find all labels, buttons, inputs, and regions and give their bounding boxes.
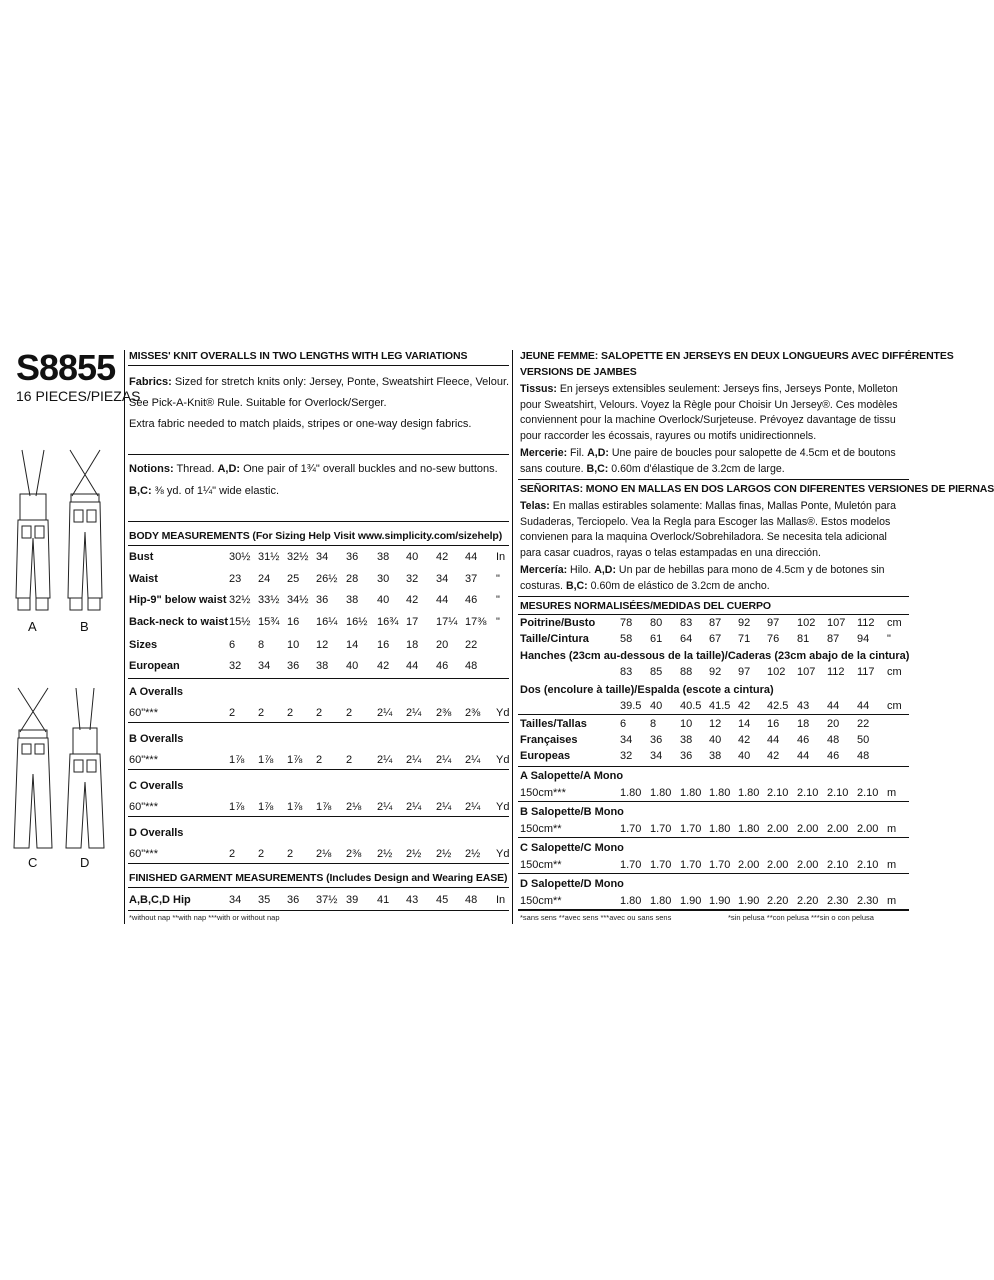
metric-yardage-value: 2.00 xyxy=(797,859,819,871)
en-yardage-value: 2½ xyxy=(465,848,481,860)
en-body-value: 37 xyxy=(465,572,478,585)
metric-yardage-value: 1.70 xyxy=(650,823,672,835)
metric-yardage-value: 1.80 xyxy=(709,823,731,835)
en-yardage-value: 2½ xyxy=(406,848,422,860)
metric-yardage-view: D Salopette/D Mono xyxy=(520,878,624,890)
metric-label: Poitrine/Busto xyxy=(520,617,596,629)
metric-size-label: Tailles/Tallas xyxy=(520,718,587,730)
en-body-value: 36 xyxy=(316,594,329,606)
en-body-value: 40 xyxy=(377,594,390,606)
en-size-value: 36 xyxy=(287,660,300,672)
metric-value: 80 xyxy=(650,617,663,629)
metric-value: 78 xyxy=(620,617,633,629)
en-body-value: 46 xyxy=(465,594,478,606)
metric-back-value: 40.5 xyxy=(680,700,702,712)
en-yardage-value: 2¼ xyxy=(436,801,452,813)
en-size-value: 48 xyxy=(465,660,478,672)
metric-yardage-value: 2.20 xyxy=(797,895,819,907)
metric-yardage-value: 2.00 xyxy=(767,823,789,835)
en-yardage-view: D Overalls xyxy=(129,827,184,839)
divider-left xyxy=(124,350,125,924)
en-body-label: Hip-9" below waist xyxy=(129,594,227,606)
metric-hip-value: 83 xyxy=(620,666,633,678)
metric-size-value: 40 xyxy=(738,750,751,762)
view-label-d: D xyxy=(80,855,90,870)
metric-yardage-value: 2.00 xyxy=(738,859,760,871)
en-body-value: 16 xyxy=(287,615,300,628)
metric-yardage-value: 1.80 xyxy=(738,787,760,799)
metric-hip-value: 97 xyxy=(738,666,751,678)
metric-yardage-value: 1.70 xyxy=(620,823,642,835)
metric-back-value: 42 xyxy=(738,700,751,712)
en-size-value: 46 xyxy=(436,660,449,672)
en-yardage-view: B Overalls xyxy=(129,733,184,745)
en-finished-unit: In xyxy=(496,894,506,906)
en-size-label: European xyxy=(129,660,180,672)
metric-back-value: 42.5 xyxy=(767,700,789,712)
metric-yardage-value: 2.10 xyxy=(827,859,849,871)
metric-yardage-value: 2.30 xyxy=(857,895,879,907)
metric-yardage-unit: m xyxy=(887,787,897,799)
metric-size-value: 50 xyxy=(857,734,870,746)
en-yardage-value: 2½ xyxy=(436,848,452,860)
metric-value: 102 xyxy=(797,617,816,629)
en-body-value: 26½ xyxy=(316,572,338,585)
en-yardage-value: 2⅜ xyxy=(346,848,362,860)
en-body-value: 17⅜ xyxy=(465,615,487,628)
en-yardage-value: 2 xyxy=(346,754,353,766)
en-yardage-value: 2 xyxy=(258,848,265,860)
metric-size-value: 48 xyxy=(827,734,840,746)
es-telas: Telas: En mallas estirables solamente: Mallas finas, Mallas Ponte, Muletón para Sudaderas, Terciopelo. Vea la Regla para Escoger las Mallas®. Estos modelos convienen para la maquina Overlock/Sobrehiladora. Se necesita tela adicional para casar cuadros, rayas o telas estampadas en una dirección. xyxy=(520,500,897,559)
en-body-value: 30½ xyxy=(229,551,251,563)
en-size-value: 12 xyxy=(316,639,329,651)
en-body-value: 38 xyxy=(346,594,359,606)
metric-yardage-unit: m xyxy=(887,895,897,907)
en-body-value: 32 xyxy=(406,572,419,585)
metric-back-value: 41.5 xyxy=(709,700,731,712)
metric-size-label: Europeas xyxy=(520,750,571,762)
en-finished-value: 36 xyxy=(287,894,300,906)
en-body-value: 42 xyxy=(436,551,449,563)
en-body-value: 24 xyxy=(258,572,271,585)
fr-tissus: Tissus: En jerseys extensibles seulement: Jerseys fins, Jerseys Ponte, Molleton pour Sweatshirt, Velours. Voyez la Règle pour Choisir Un Jersey®. Ces modèles conviennent pour la machine Overlock/Surjeteuse. Prévoyez davantage de tissu pour raccorder les écossais, rayures ou motifs unidirectionnels. xyxy=(520,383,898,442)
metric-size-value: 20 xyxy=(827,718,840,730)
metric-size-value: 10 xyxy=(680,718,693,730)
en-body-value: 38 xyxy=(377,551,390,563)
metric-yardage-value: 1.80 xyxy=(650,787,672,799)
en-footnote: *without nap **with nap ***with or without nap xyxy=(129,913,280,922)
en-yardage-value: 2⅜ xyxy=(436,707,452,719)
en-body-value: 16¾ xyxy=(377,615,399,628)
metric-yardage-value: 1.80 xyxy=(650,895,672,907)
en-body-value: 34½ xyxy=(287,594,309,606)
en-body-title: BODY MEASUREMENTS (For Sizing Help Visit www.simplicity.com/sizehelp) xyxy=(129,530,503,542)
en-body-value: 17 xyxy=(406,615,419,628)
metric-yardage-value: 2.00 xyxy=(767,859,789,871)
en-yardage-value: 1⅞ xyxy=(258,801,274,813)
en-yardage-unit: Yd xyxy=(496,848,510,860)
view-label-c: C xyxy=(28,855,38,870)
metric-unit: " xyxy=(887,633,891,645)
metric-unit: cm xyxy=(887,617,902,629)
en-body-value: 15½ xyxy=(229,615,251,628)
metric-size-value: 38 xyxy=(680,734,693,746)
metric-yardage-value: 2.30 xyxy=(827,895,849,907)
es-merceria: Mercería: Hilo. A,D: Un par de hebillas para mono de 4.5cm y de botones sin costuras. B,C: 0.60m de elástico de 3.2cm de ancho. xyxy=(520,564,885,592)
en-body-value: 40 xyxy=(406,551,419,563)
metric-hip-value: 88 xyxy=(680,666,693,678)
en-yardage-value: 2½ xyxy=(377,848,393,860)
view-b-figure xyxy=(62,448,108,616)
view-label-a: A xyxy=(28,619,37,634)
en-body-unit: " xyxy=(496,594,500,606)
metric-size-label: Françaises xyxy=(520,734,578,746)
en-yardage-value: 2 xyxy=(229,707,236,719)
metric-back-value: 40 xyxy=(650,700,663,712)
en-notions-line1: Notions: Thread. A,D: One pair of 1¾" overall buckles and no-sew buttons. xyxy=(129,463,498,475)
metric-size-value: 44 xyxy=(767,734,780,746)
fr-title-line2: VERSIONS DE JAMBES xyxy=(520,366,637,378)
en-body-value: 34 xyxy=(436,572,449,585)
metric-yardage-value: 1.70 xyxy=(709,859,731,871)
en-size-value: 44 xyxy=(406,660,419,672)
metric-yardage-value: 1.70 xyxy=(680,859,702,871)
en-yardage-value: 2¼ xyxy=(406,707,422,719)
metric-hip-value: 92 xyxy=(709,666,722,678)
metric-size-value: 18 xyxy=(797,718,810,730)
en-finished-value: 48 xyxy=(465,894,478,906)
metric-yardage-value: 1.70 xyxy=(620,859,642,871)
en-finished-value: 45 xyxy=(436,894,449,906)
metric-size-value: 42 xyxy=(767,750,780,762)
en-yardage-value: 2⅜ xyxy=(465,707,481,719)
metric-yardage-value: 1.90 xyxy=(680,895,702,907)
metric-back-value: 44 xyxy=(857,700,870,712)
metric-value: 94 xyxy=(857,633,870,645)
metric-yardage-value: 1.70 xyxy=(680,823,702,835)
en-size-value: 18 xyxy=(406,639,419,651)
en-body-value: 31½ xyxy=(258,551,280,563)
en-body-value: 34 xyxy=(316,551,329,563)
en-yardage-value: 2 xyxy=(346,707,353,719)
metric-hip-label: Hanches (23cm au-dessous de la taille)/Caderas (23cm abajo de la cintura) xyxy=(520,650,910,662)
en-fabrics-line1: Fabrics: Sized for stretch knits only: Jersey, Ponte, Sweatshirt Fleece, Velour. xyxy=(129,376,510,388)
metric-title: MESURES NORMALISÉES/MEDIDAS DEL CUERPO xyxy=(520,600,771,612)
metric-value: 58 xyxy=(620,633,633,645)
en-finished-title: FINISHED GARMENT MEASUREMENTS (Includes Design and Wearing EASE) xyxy=(129,872,508,884)
metric-value: 92 xyxy=(738,617,751,629)
metric-size-value: 42 xyxy=(738,734,751,746)
view-a-figure xyxy=(10,448,56,616)
metric-value: 107 xyxy=(827,617,846,629)
en-body-value: 33½ xyxy=(258,594,280,606)
metric-size-value: 36 xyxy=(680,750,693,762)
metric-yardage-value: 2.00 xyxy=(827,823,849,835)
metric-yardage-value: 1.70 xyxy=(650,859,672,871)
metric-yardage-value: 2.10 xyxy=(767,787,789,799)
en-body-value: 44 xyxy=(465,551,478,563)
en-finished-value: 43 xyxy=(406,894,419,906)
metric-size-value: 32 xyxy=(620,750,633,762)
en-body-value: 16¼ xyxy=(316,615,338,628)
en-yardage-unit: Yd xyxy=(496,707,510,719)
en-yardage-width: 60"*** xyxy=(129,801,158,813)
metric-back-value: 39.5 xyxy=(620,700,642,712)
view-label-b: B xyxy=(80,619,89,634)
metric-yardage-value: 1.80 xyxy=(680,787,702,799)
metric-label: Taille/Cintura xyxy=(520,633,589,645)
en-body-value: 17¼ xyxy=(436,615,458,628)
en-body-label: Back-neck to waist xyxy=(129,615,229,628)
pattern-pieces: 16 PIECES/PIEZAS xyxy=(16,388,141,404)
en-yardage-value: 1⅞ xyxy=(287,754,303,766)
metric-yardage-width: 150cm** xyxy=(520,859,562,871)
en-body-label: Waist xyxy=(129,572,158,585)
metric-hip-value: 112 xyxy=(827,666,845,678)
divider-middle xyxy=(512,350,513,924)
metric-back-value: 43 xyxy=(797,700,810,712)
en-yardage-width: 60"*** xyxy=(129,848,158,860)
en-yardage-unit: Yd xyxy=(496,801,510,813)
en-yardage-value: 1⅞ xyxy=(229,754,245,766)
en-yardage-value: 2¼ xyxy=(406,801,422,813)
metric-yardage-unit: m xyxy=(887,859,897,871)
view-d-figure xyxy=(62,686,108,852)
metric-yardage-value: 1.80 xyxy=(620,787,642,799)
en-yardage-value: 2 xyxy=(316,754,323,766)
metric-footnote-es: *sin pelusa **con pelusa ***sin o con pelusa xyxy=(728,913,874,922)
fr-title-line1: JEUNE FEMME: SALOPETTE EN JERSEYS EN DEUX LONGUEURS AVEC DIFFÉRENTES xyxy=(520,350,954,362)
en-body-value: 28 xyxy=(346,572,359,585)
en-body-value: 30 xyxy=(377,572,390,585)
metric-yardage-value: 2.10 xyxy=(797,787,819,799)
metric-back-unit: cm xyxy=(887,700,902,712)
en-size-value: 6 xyxy=(229,639,236,651)
metric-size-value: 22 xyxy=(857,718,870,730)
metric-value: 64 xyxy=(680,633,693,645)
metric-value: 81 xyxy=(797,633,810,645)
metric-yardage-view: B Salopette/B Mono xyxy=(520,806,624,818)
en-body-value: 25 xyxy=(287,572,300,585)
metric-value: 87 xyxy=(827,633,840,645)
metric-size-value: 14 xyxy=(738,718,751,730)
metric-size-value: 12 xyxy=(709,718,722,730)
en-size-value: 40 xyxy=(346,660,359,672)
metric-yardage-value: 2.10 xyxy=(827,787,849,799)
en-yardage-value: 2¼ xyxy=(377,707,393,719)
metric-hip-value: 85 xyxy=(650,666,663,678)
en-size-value: 10 xyxy=(287,639,300,651)
metric-yardage-value: 1.90 xyxy=(738,895,760,907)
en-yardage-value: 2⅛ xyxy=(316,848,332,860)
en-yardage-value: 2¼ xyxy=(377,801,393,813)
en-size-value: 8 xyxy=(258,639,265,651)
metric-yardage-view: C Salopette/C Mono xyxy=(520,842,624,854)
en-fabrics-line2: See Pick-A-Knit® Rule. Suitable for Overlock/Serger. xyxy=(129,397,387,409)
metric-size-value: 46 xyxy=(797,734,810,746)
metric-yardage-unit: m xyxy=(887,823,897,835)
metric-yardage-width: 150cm** xyxy=(520,823,562,835)
en-yardage-value: 1⅞ xyxy=(316,801,332,813)
en-body-value: 15¾ xyxy=(258,615,280,628)
en-title: MISSES' KNIT OVERALLS IN TWO LENGTHS WITH LEG VARIATIONS xyxy=(129,350,468,362)
en-yardage-value: 2¼ xyxy=(406,754,422,766)
en-finished-value: 37½ xyxy=(316,894,338,906)
en-body-value: 36 xyxy=(346,551,359,563)
en-yardage-view: A Overalls xyxy=(129,686,184,698)
en-finished-value: 34 xyxy=(229,894,242,906)
metric-size-value: 6 xyxy=(620,718,627,730)
es-title: SEÑORITAS: MONO EN MALLAS EN DOS LARGOS CON DIFERENTES VERSIONES DE PIERNAS xyxy=(520,483,994,495)
en-yardage-value: 2 xyxy=(287,848,294,860)
metric-yardage-value: 2.00 xyxy=(857,823,879,835)
en-size-label: Sizes xyxy=(129,639,158,651)
metric-yardage-value: 1.80 xyxy=(709,787,731,799)
metric-yardage-value: 2.10 xyxy=(857,859,879,871)
en-yardage-value: 1⅞ xyxy=(258,754,274,766)
en-body-value: 23 xyxy=(229,572,242,585)
metric-hip-value: 117 xyxy=(857,666,875,678)
en-notions-line2: B,C: ⅜ yd. of 1¼" wide elastic. xyxy=(129,485,280,497)
metric-size-value: 36 xyxy=(650,734,663,746)
metric-size-value: 34 xyxy=(650,750,663,762)
metric-value: 61 xyxy=(650,633,663,645)
pattern-number: S8855 xyxy=(16,347,116,388)
metric-hip-value: 107 xyxy=(797,666,816,678)
en-yardage-unit: Yd xyxy=(496,754,510,766)
en-yardage-value: 2 xyxy=(287,707,294,719)
metric-size-value: 40 xyxy=(709,734,722,746)
metric-yardage-view: A Salopette/A Mono xyxy=(520,770,624,782)
metric-hip-value: 102 xyxy=(767,666,786,678)
en-body-value: 44 xyxy=(436,594,449,606)
metric-hip-unit: cm xyxy=(887,666,902,678)
en-size-value: 22 xyxy=(465,639,478,651)
metric-value: 83 xyxy=(680,617,693,629)
en-yardage-width: 60"*** xyxy=(129,707,158,719)
metric-size-value: 16 xyxy=(767,718,780,730)
metric-yardage-value: 2.20 xyxy=(767,895,789,907)
en-yardage-value: 2¼ xyxy=(436,754,452,766)
en-size-value: 20 xyxy=(436,639,449,651)
en-size-value: 34 xyxy=(258,660,271,672)
metric-value: 97 xyxy=(767,617,780,629)
fr-mercerie: Mercerie: Fil. A,D: Une paire de boucles pour salopette de 4.5cm et de boutons sans couture. B,C: 0.60m d'élastique de 3.2cm de large. xyxy=(520,447,896,475)
view-c-figure xyxy=(10,686,56,852)
en-yardage-value: 2¼ xyxy=(465,754,481,766)
metric-size-value: 34 xyxy=(620,734,633,746)
en-finished-value: 35 xyxy=(258,894,271,906)
en-yardage-value: 2¼ xyxy=(377,754,393,766)
metric-yardage-value: 2.00 xyxy=(797,823,819,835)
metric-value: 67 xyxy=(709,633,722,645)
metric-size-value: 48 xyxy=(857,750,870,762)
en-body-unit: " xyxy=(496,572,500,585)
metric-yardage-value: 1.80 xyxy=(620,895,642,907)
en-yardage-value: 2 xyxy=(258,707,265,719)
en-body-label: Bust xyxy=(129,551,154,563)
en-yardage-value: 2⅛ xyxy=(346,801,362,813)
metric-footnote: *sans sens **avec sens ***avec ou sans sens xyxy=(520,913,672,922)
en-finished-value: 39 xyxy=(346,894,359,906)
metric-yardage-value: 2.10 xyxy=(857,787,879,799)
en-yardage-value: 2 xyxy=(316,707,323,719)
metric-value: 71 xyxy=(738,633,751,645)
en-yardage-value: 2¼ xyxy=(465,801,481,813)
en-finished-value: 41 xyxy=(377,894,390,906)
en-body-value: 42 xyxy=(406,594,419,606)
en-size-value: 14 xyxy=(346,639,359,651)
en-yardage-width: 60"*** xyxy=(129,754,158,766)
en-fabrics-line3: Extra fabric needed to match plaids, stripes or one-way design fabrics. xyxy=(129,418,472,430)
metric-value: 76 xyxy=(767,633,780,645)
metric-yardage-width: 150cm** xyxy=(520,895,562,907)
en-size-value: 32 xyxy=(229,660,242,672)
metric-yardage-width: 150cm*** xyxy=(520,787,566,799)
metric-yardage-value: 1.80 xyxy=(738,823,760,835)
en-body-value: 32½ xyxy=(229,594,251,606)
metric-value: 87 xyxy=(709,617,722,629)
en-finished-label: A,B,C,D Hip xyxy=(129,894,191,906)
metric-yardage-value: 1.90 xyxy=(709,895,731,907)
en-yardage-value: 2 xyxy=(229,848,236,860)
metric-size-value: 38 xyxy=(709,750,722,762)
en-body-unit: " xyxy=(496,615,500,628)
metric-value: 112 xyxy=(857,617,875,629)
en-yardage-value: 1⅞ xyxy=(229,801,245,813)
en-size-value: 38 xyxy=(316,660,329,672)
en-body-value: 16½ xyxy=(346,615,368,628)
metric-back-value: 44 xyxy=(827,700,840,712)
en-yardage-value: 1⅞ xyxy=(287,801,303,813)
en-body-value: 32½ xyxy=(287,551,309,563)
en-yardage-view: C Overalls xyxy=(129,780,184,792)
metric-size-value: 8 xyxy=(650,718,657,730)
metric-size-value: 46 xyxy=(827,750,840,762)
en-size-value: 42 xyxy=(377,660,390,672)
metric-size-value: 44 xyxy=(797,750,810,762)
en-body-unit: In xyxy=(496,551,506,563)
metric-back-label: Dos (encolure à taille)/Espalda (escote a cintura) xyxy=(520,684,774,696)
en-size-value: 16 xyxy=(377,639,390,651)
